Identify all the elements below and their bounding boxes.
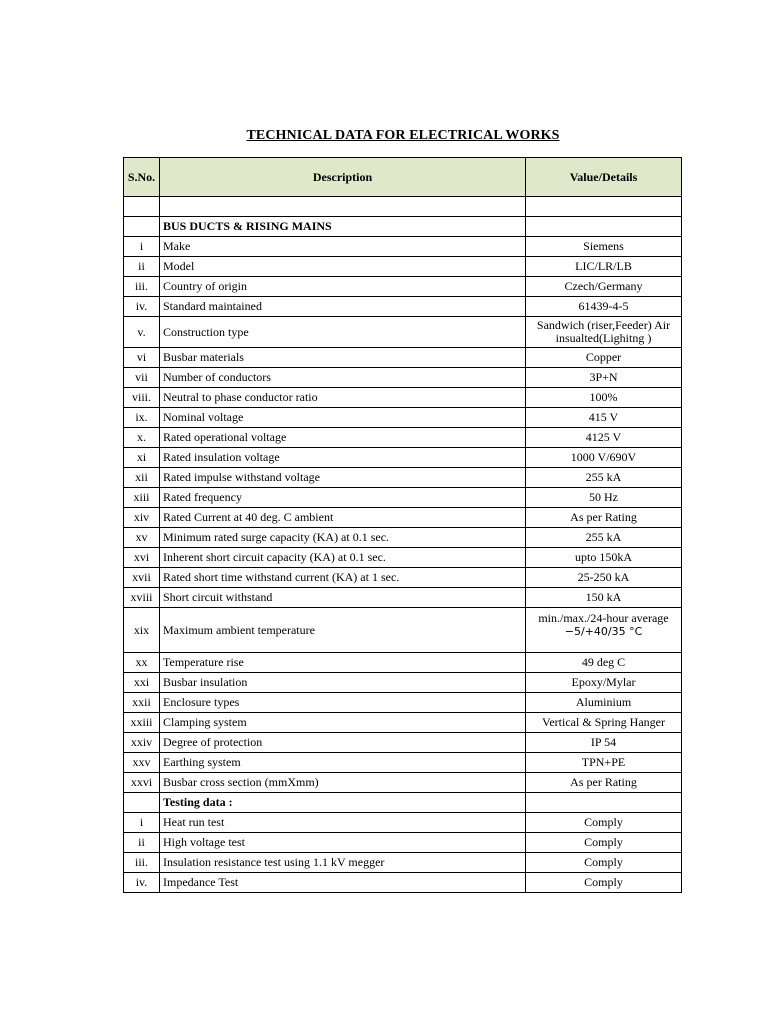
table-row: [124, 488, 682, 508]
table-row: [124, 448, 682, 468]
row-value: Aluminium: [526, 693, 682, 713]
table-row: [124, 873, 682, 893]
row-sno: xii: [124, 468, 160, 488]
row-description: Rated insulation voltage: [160, 448, 526, 468]
blank-cell: [160, 197, 526, 217]
value-line-1: min./max./24-hour average: [538, 611, 669, 625]
table-body: [124, 197, 682, 893]
row-description: Standard maintained: [160, 297, 526, 317]
row-description: Rated Current at 40 deg. C ambient: [160, 508, 526, 528]
row-description: Inherent short circuit capacity (KA) at 0.1 sec.: [160, 548, 526, 568]
row-sno: iv.: [124, 297, 160, 317]
row-sno: xxv: [124, 753, 160, 773]
table-row: [124, 608, 682, 653]
table-row: [124, 368, 682, 388]
section-row: [124, 793, 682, 813]
table-row: [124, 317, 682, 348]
row-value: As per Rating: [526, 508, 682, 528]
table-row: [124, 713, 682, 733]
row-value: 25-250 kA: [526, 568, 682, 588]
row-value: Comply: [526, 833, 682, 853]
row-description: Heat run test: [160, 813, 526, 833]
row-description: Make: [160, 237, 526, 257]
table-row: [124, 528, 682, 548]
row-description: Number of conductors: [160, 368, 526, 388]
table-row: [124, 673, 682, 693]
technical-data-table: [123, 157, 682, 893]
row-value: 415 V: [526, 408, 682, 428]
table-row: [124, 813, 682, 833]
row-value: 3P+N: [526, 368, 682, 388]
table-row: [124, 388, 682, 408]
row-sno: xxi: [124, 673, 160, 693]
row-description: Minimum rated surge capacity (KA) at 0.1 sec.: [160, 528, 526, 548]
row-sno: xiii: [124, 488, 160, 508]
row-value: Czech/Germany: [526, 277, 682, 297]
blank-cell: [124, 197, 160, 217]
row-sno: xx: [124, 653, 160, 673]
row-description: Enclosure types: [160, 693, 526, 713]
row-sno: iv.: [124, 873, 160, 893]
table-row: [124, 237, 682, 257]
row-sno: xxvi: [124, 773, 160, 793]
row-value: Comply: [526, 813, 682, 833]
row-description: Model: [160, 257, 526, 277]
section-title-testing: Testing data :: [160, 793, 526, 813]
row-value: 255 kA: [526, 468, 682, 488]
row-description: Short circuit withstand: [160, 588, 526, 608]
table-row: [124, 733, 682, 753]
row-sno: iii.: [124, 853, 160, 873]
row-description: Nominal voltage: [160, 408, 526, 428]
row-sno: xv: [124, 528, 160, 548]
row-sno: ix.: [124, 408, 160, 428]
table-row: [124, 653, 682, 673]
row-value: 61439-4-5: [526, 297, 682, 317]
row-value: Copper: [526, 348, 682, 368]
row-description: Rated impulse withstand voltage: [160, 468, 526, 488]
section-title-bus-ducts: BUS DUCTS & RISING MAINS: [160, 217, 526, 237]
table-row: [124, 297, 682, 317]
row-value: IP 54: [526, 733, 682, 753]
section-sno: [124, 217, 160, 237]
section-sno: [124, 793, 160, 813]
row-sno: xxiii: [124, 713, 160, 733]
row-value: As per Rating: [526, 773, 682, 793]
row-description: Insulation resistance test using 1.1 kV megger: [160, 853, 526, 873]
row-value: 49 deg C: [526, 653, 682, 673]
row-sno: x.: [124, 428, 160, 448]
table-row: [124, 348, 682, 368]
row-description: Maximum ambient temperature: [160, 608, 526, 653]
row-description: Rated frequency: [160, 488, 526, 508]
row-value: 4125 V: [526, 428, 682, 448]
row-description: Rated operational voltage: [160, 428, 526, 448]
table-row: [124, 753, 682, 773]
row-sno: vi: [124, 348, 160, 368]
table-row: [124, 408, 682, 428]
table-row: [124, 693, 682, 713]
table-row: [124, 257, 682, 277]
table-row: [124, 773, 682, 793]
blank-cell: [526, 197, 682, 217]
row-value: Comply: [526, 873, 682, 893]
row-value: Comply: [526, 853, 682, 873]
row-sno: xxii: [124, 693, 160, 713]
row-sno: xiv: [124, 508, 160, 528]
row-sno: i: [124, 813, 160, 833]
row-description: Construction type: [160, 317, 526, 348]
header-description: Description: [160, 158, 526, 197]
row-description: Degree of protection: [160, 733, 526, 753]
row-description: Clamping system: [160, 713, 526, 733]
row-sno: ii: [124, 257, 160, 277]
blank-row: [124, 197, 682, 217]
row-description: High voltage test: [160, 833, 526, 853]
table-row: [124, 508, 682, 528]
row-sno: xvi: [124, 548, 160, 568]
row-sno: xix: [124, 608, 160, 653]
table-row: [124, 277, 682, 297]
table-row: [124, 468, 682, 488]
row-sno: iii.: [124, 277, 160, 297]
row-description: Busbar cross section (mmXmm): [160, 773, 526, 793]
row-sno: xvii: [124, 568, 160, 588]
row-value: LIC/LR/LB: [526, 257, 682, 277]
row-sno: xi: [124, 448, 160, 468]
row-value: 50 Hz: [526, 488, 682, 508]
page-title: TECHNICAL DATA FOR ELECTRICAL WORKS: [246, 128, 560, 143]
row-sno: xviii: [124, 588, 160, 608]
section-row: [124, 217, 682, 237]
value-line-2: −5/+40/35 °C: [564, 625, 643, 638]
row-sno: xxiv: [124, 733, 160, 753]
table-row: [124, 853, 682, 873]
table-row: [124, 428, 682, 448]
row-description: Rated short time withstand current (KA) at 1 sec.: [160, 568, 526, 588]
row-value: 1000 V/690V: [526, 448, 682, 468]
row-description: Neutral to phase conductor ratio: [160, 388, 526, 408]
row-value: 255 kA: [526, 528, 682, 548]
table-row: [124, 548, 682, 568]
table-row: [124, 833, 682, 853]
row-value: 100%: [526, 388, 682, 408]
header-sno: S.No.: [124, 158, 160, 197]
row-description: Country of origin: [160, 277, 526, 297]
row-sno: ii: [124, 833, 160, 853]
row-sno: vii: [124, 368, 160, 388]
row-sno: viii.: [124, 388, 160, 408]
row-sno: v.: [124, 317, 160, 348]
header-row: [124, 158, 682, 197]
header-value: Value/Details: [526, 158, 682, 197]
row-value: 150 kA: [526, 588, 682, 608]
row-description: Temperature rise: [160, 653, 526, 673]
section-value: [526, 217, 682, 237]
table-row: [124, 568, 682, 588]
row-description: Impedance Test: [160, 873, 526, 893]
table-row: [124, 588, 682, 608]
row-value: Epoxy/Mylar: [526, 673, 682, 693]
row-value: TPN+PE: [526, 753, 682, 773]
section-value: [526, 793, 682, 813]
row-value: upto 150kA: [526, 548, 682, 568]
row-value: Sandwich (riser,Feeder) Air insualted(Lighitng ): [526, 317, 682, 348]
row-description: Earthing system: [160, 753, 526, 773]
row-value: [526, 608, 682, 653]
row-value: Siemens: [526, 237, 682, 257]
row-value: Vertical & Spring Hanger: [526, 713, 682, 733]
row-description: Busbar insulation: [160, 673, 526, 693]
row-description: Busbar materials: [160, 348, 526, 368]
row-sno: i: [124, 237, 160, 257]
